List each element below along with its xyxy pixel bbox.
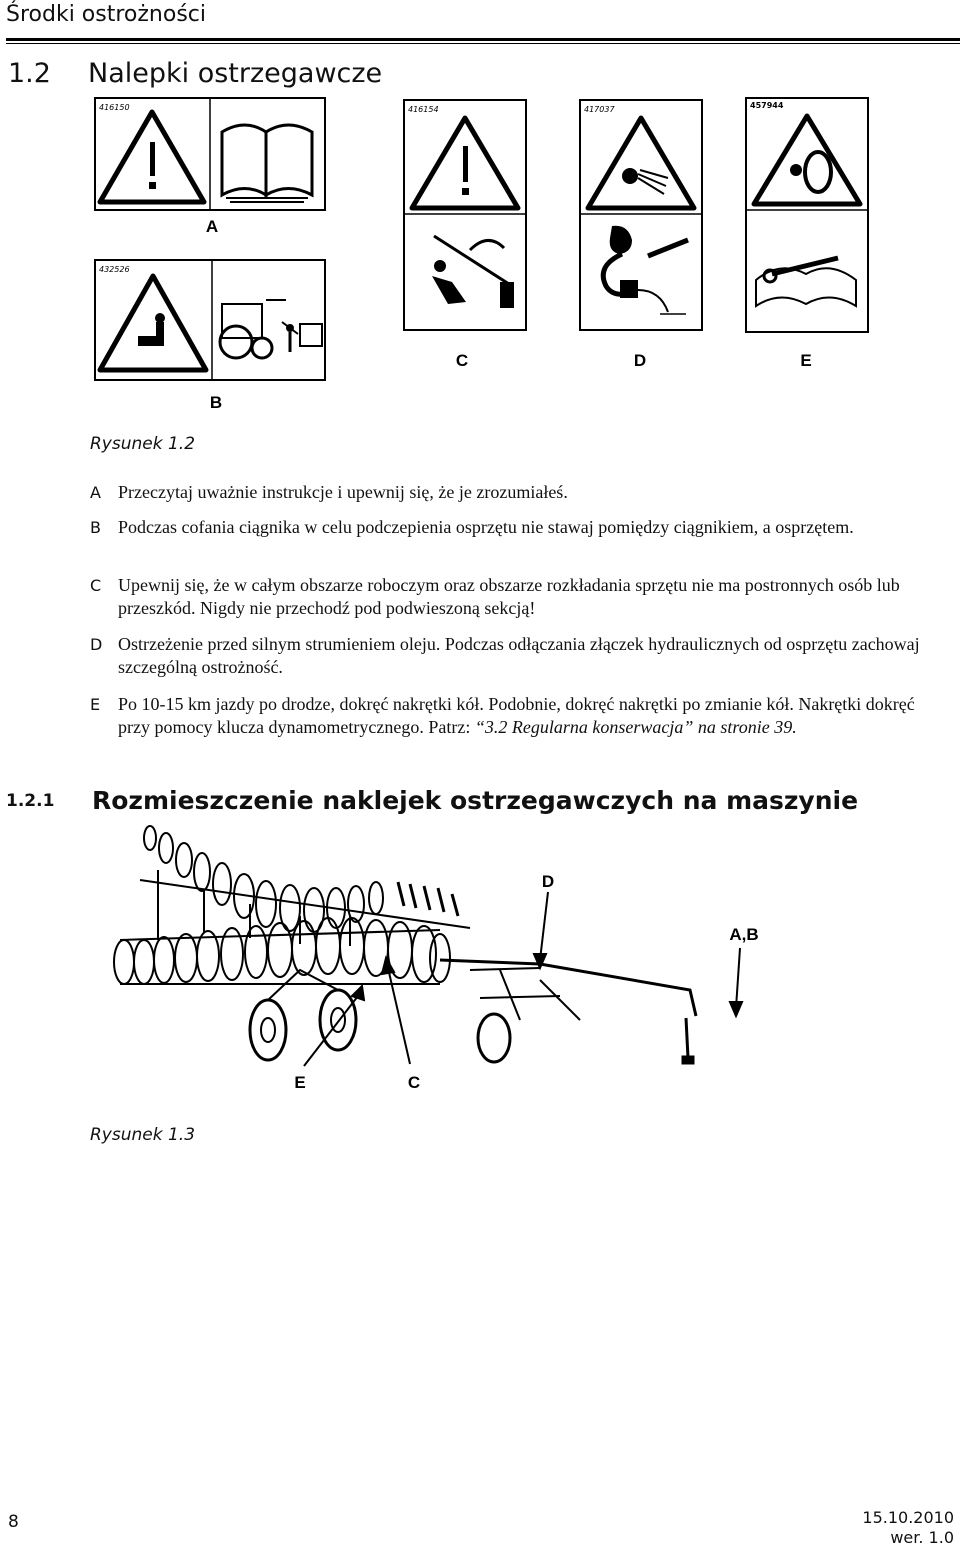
subsection-number: 1.2.1 [6, 791, 55, 811]
warning-stickers-figure [0, 90, 960, 420]
footer-date: 15.10.2010 [862, 1508, 954, 1527]
page-number: 8 [8, 1512, 19, 1532]
label-b: B [209, 393, 223, 412]
location-label-d: D [541, 872, 555, 891]
legend-item-e: E Po 10-15 km jazdy po drodze, dokręć nakrętki kół. Podobnie, dokręć nakrętki po zmianie kół. Nakrętki dokręć przy pomocy klucza dynamometrycznego. Patrz: “3.2 Regularna konserwacja” na stronie 39. [90, 694, 915, 737]
machine-drawing [114, 826, 696, 1064]
header-rule [6, 38, 960, 41]
sticker-d-code: 417037 [584, 105, 615, 114]
sticker-b [95, 260, 325, 380]
label-e: E [800, 351, 812, 370]
falling-section-icon [432, 236, 514, 308]
subsection-heading [6, 786, 858, 815]
footer-version: wer. 1.0 [890, 1528, 954, 1547]
wrench-manual-icon [756, 258, 856, 306]
oil-spray-warning-icon [588, 118, 694, 208]
label-c: C [455, 351, 469, 370]
label-a: A [205, 217, 219, 236]
section-title: Nalepki ostrzegawcze [88, 58, 383, 89]
legend-item-a: A Przeczytaj uważnie instrukcje i upewnij się, że je zrozumiałeś. [90, 482, 568, 502]
figure-caption-1-2: Rysunek 1.2 [90, 434, 196, 454]
cross-reference[interactable]: “3.2 Regularna konserwacja” na stronie 39. [474, 717, 797, 737]
legend-item-c: C Upewnij się, że w całym obszarze roboczym oraz obszarze rozkładania sprzętu nie ma postronnych osób lub przeszkód. Nigdy nie przechodź pod podwieszoną sekcją! [90, 575, 900, 618]
sticker-a-code: 416150 [99, 103, 130, 112]
machine-sticker-location-figure [0, 820, 960, 1100]
sticker-a [95, 98, 325, 210]
header-title: Środki ostrożności [6, 2, 206, 27]
sticker-c [404, 100, 526, 330]
subsection-title: Rozmieszczenie naklejek ostrzegawczych na maszynie [92, 786, 859, 815]
location-label-c: C [407, 1073, 421, 1092]
legend-item-d: D Ostrzeżenie przed silnym strumieniem oleju. Podczas odłączania złączek hydraulicznych od osprzętu zachowaj szczególną ostrożność. [90, 634, 920, 677]
sticker-b-code: 432526 [99, 265, 130, 274]
crush-hazard-icon [100, 276, 206, 370]
location-label-ab: A,B [729, 925, 759, 944]
label-d: D [633, 351, 647, 370]
section-number: 1.2 [8, 58, 51, 89]
tractor-icon [220, 300, 322, 358]
section-heading [8, 58, 382, 89]
footer-info [862, 1508, 954, 1548]
figure-caption-1-3: Rysunek 1.3 [90, 1125, 196, 1145]
leader-arrows [304, 892, 742, 1066]
location-label-e: E [294, 1073, 306, 1092]
sticker-e [746, 98, 868, 332]
header-rule-thin [6, 43, 960, 44]
sticker-e-code: 457944 [750, 101, 784, 110]
book-icon [222, 125, 312, 202]
legend-item-b: B Podczas cofania ciągnika w celu podczepienia osprzętu nie stawaj pomiędzy ciągnikiem, a osprzętem. [90, 517, 854, 537]
hydraulic-coupling-icon [603, 226, 688, 314]
sticker-c-code: 416154 [408, 105, 439, 114]
sticker-d [580, 100, 702, 330]
